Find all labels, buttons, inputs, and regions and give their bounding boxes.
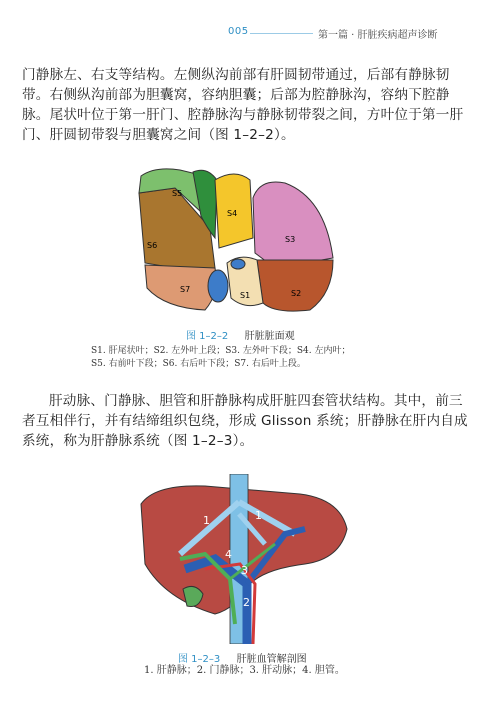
segment-label: S2	[291, 289, 302, 298]
segment-label: S3	[285, 235, 296, 244]
paragraph-line: 系统，称为肝静脉系统（图 1–2–3）。	[22, 433, 254, 449]
vena-cava-shape	[208, 270, 228, 302]
paragraph-line: 门、肝圆韧带裂与胆囊窝之间（图 1–2–2）。	[22, 127, 295, 143]
vessel-label: 1	[203, 514, 210, 527]
legend-line: S5. 右前叶下段；S6. 右后叶下段；S7. 右后叶上段。	[91, 359, 306, 369]
vessel-label: 1	[255, 509, 262, 522]
chapter-title: 第一篇 · 肝脏疾病超声诊断	[318, 30, 438, 41]
paragraph-line: 者互相伴行，并有结缔组织包绕，形成 Glisson 系统；肝静脉在肝内自成	[22, 413, 468, 429]
liver-vascular-figure	[135, 474, 355, 644]
figure2-caption-title: 肝脏血管解剖图	[236, 654, 307, 665]
liver-visceral-figure	[135, 168, 335, 318]
segment-label: S7	[180, 285, 191, 294]
liver-vessels-illustration	[135, 474, 355, 644]
segment-s2-region	[257, 260, 333, 311]
page-header	[0, 0, 501, 40]
liver-segments-illustration	[135, 168, 335, 318]
segment-s3-region	[253, 182, 333, 268]
segment-label: S5	[172, 189, 183, 198]
paragraph-line: 肝动脉、门静脉、胆管和肝静脉构成肝脏四套管状结构。其中，前三	[49, 393, 463, 409]
legend-line: S1. 肝尾状叶；S2. 左外叶上段；S3. 左外叶下段；S4. 左内叶；	[91, 346, 351, 356]
figure1-caption-title: 肝脏脏面观	[244, 331, 295, 342]
paragraph-line: 带。右侧纵沟前部为胆囊窝，容纳胆囊；后部为腔静脉沟，容纳下腔静	[22, 87, 450, 103]
segment-label: S4	[227, 209, 238, 218]
page-number: 005	[228, 26, 249, 37]
segment-label: S6	[147, 241, 158, 250]
figure2-caption	[178, 650, 307, 665]
vessel-label: 4	[225, 548, 232, 561]
paragraph-1	[22, 65, 482, 145]
vessel-label: 2	[243, 596, 250, 609]
figure1-caption-number: 图 1–2–2	[186, 331, 229, 342]
figure1-legend	[91, 345, 350, 371]
vessel-label: 3	[241, 564, 248, 577]
figure2-caption-number: 图 1–2–3	[178, 654, 221, 665]
figure1-caption	[186, 327, 295, 342]
paragraph-line: 脉。尾状叶位于第一肝门、腔静脉沟与静脉韧带裂之间，方叶位于第一肝	[22, 107, 464, 123]
figure2-legend: 1. 肝静脉；2. 门静脉；3. 肝动脉；4. 胆管。	[144, 665, 345, 676]
segment-label: S1	[240, 291, 251, 300]
header-rule	[250, 33, 313, 34]
paragraph-2	[22, 391, 482, 451]
paragraph-line: 门静脉左、右支等结构。左侧纵沟前部有肝圆韧带通过，后部有静脉韧	[22, 67, 450, 83]
portal-vein-shape	[231, 259, 245, 269]
